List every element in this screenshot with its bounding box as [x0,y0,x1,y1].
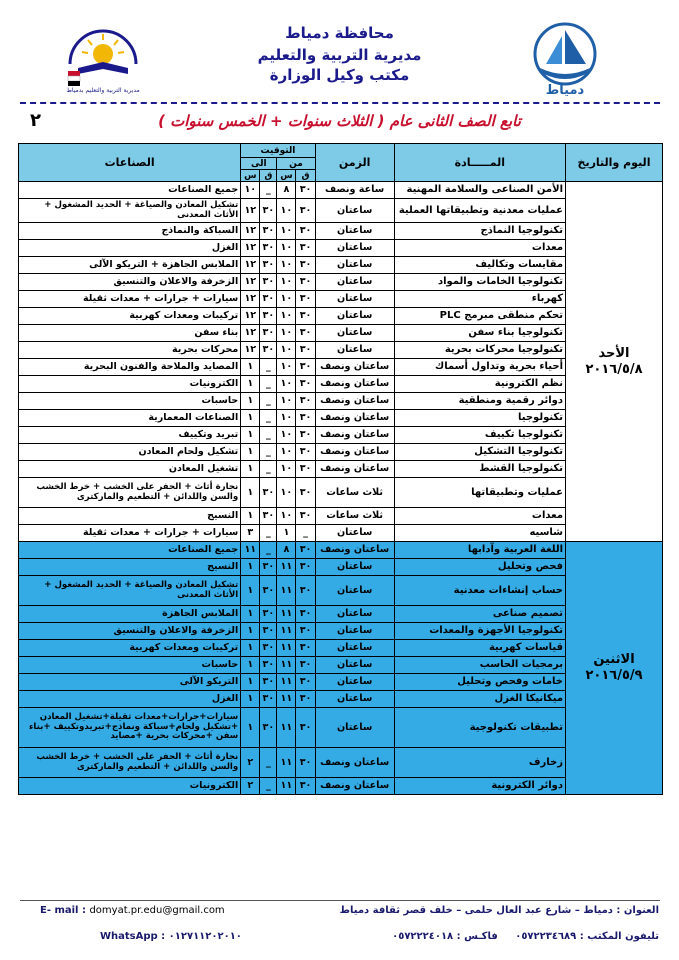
from-hour-cell: ٨ [277,542,296,559]
from-minute-cell: ٣٠ [296,576,315,606]
col-from-hour: س [277,170,296,182]
schedule-row [19,182,663,199]
duration-cell: ساعتان [315,223,394,240]
subject-cell: تحكم منطقى مبرمج PLC [394,308,565,325]
from-minute-cell: ٣٠ [296,708,315,748]
from-minute-cell: ٣٠ [296,606,315,623]
to-minute-cell: ٣٠ [260,325,277,342]
from-hour-cell: ١١ [277,778,296,795]
from-hour-cell: ١٠ [277,393,296,410]
duration-cell: ساعتان [315,559,394,576]
subject-cell: عمليات معدنية وتطبيقاتها العملية [394,199,565,223]
industries-cell: تبريد وتكييف [19,427,241,444]
col-to-hour: س [241,170,260,182]
to-hour-cell: ١ [241,623,260,640]
to-minute-cell: ٣٠ [260,274,277,291]
from-hour-cell: ١٠ [277,461,296,478]
industries-cell: الزخرفة والاعلان والتنسيق [19,623,241,640]
from-hour-cell: ١١ [277,691,296,708]
subject-cell: قياسات كهربية [394,640,565,657]
industries-cell: تشكيل المعادن والصياغة + الحديد المشغول + الأثاث المعدنى [19,576,241,606]
to-hour-cell: ٢ [241,778,260,795]
to-hour-cell: ١٢ [241,342,260,359]
subject-cell: حساب إنشاءات معدنية [394,576,565,606]
from-minute-cell: ٣٠ [296,359,315,376]
from-minute-cell: ٣٠ [296,559,315,576]
from-minute-cell: ٣٠ [296,444,315,461]
industries-cell: تركيبات ومعدات كهربية [19,640,241,657]
to-minute-cell: ٣٠ [260,708,277,748]
from-hour-cell: ١ [277,525,296,542]
industries-cell: التريكو الآلى [19,674,241,691]
from-hour-cell: ١٠ [277,308,296,325]
to-hour-cell: ١٢ [241,274,260,291]
to-minute-cell: _ [260,359,277,376]
to-hour-cell: ١٢ [241,308,260,325]
industries-cell: الغزل [19,240,241,257]
whatsapp-label: WhatsApp : [100,931,166,942]
industries-cell: سيارات + جرارات + معدات ثقيلة [19,525,241,542]
industries-cell: حاسبات [19,393,241,410]
schedule-subtitle: تابع الصف الثانى عام ( الثلاث سنوات + الخمس سنوات ) [158,112,521,130]
day-cell [566,542,663,795]
to-hour-cell: ١ [241,708,260,748]
svg-text:دمياط: دمياط [545,83,585,96]
duration-cell: ساعتان [315,240,394,257]
footer-phones [392,931,659,942]
industries-cell: الكترونيات [19,778,241,795]
footer-divider [20,900,660,901]
industries-cell: تركيبات ومعدات كهربية [19,308,241,325]
subject-cell: تكنولوجيا بناء سفن [394,325,565,342]
to-hour-cell: ١ [241,508,260,525]
duration-cell: ساعتان [315,623,394,640]
monday-rows [19,542,663,795]
duration-cell: ساعتان [315,674,394,691]
to-hour-cell: ١ [241,640,260,657]
from-minute-cell: ٣٠ [296,274,315,291]
duration-cell: ساعتان [315,291,394,308]
to-minute-cell: ٣٠ [260,257,277,274]
duration-cell: ساعتان [315,525,394,542]
day-name: الاثنين [593,652,635,667]
duration-cell: ساعتان ونصف [315,461,394,478]
from-minute-cell: ٣٠ [296,674,315,691]
duration-cell: ساعتان ونصف [315,444,394,461]
to-hour-cell: ١٢ [241,325,260,342]
duration-cell: ساعتان ونصف [315,778,394,795]
from-hour-cell: ١٠ [277,478,296,508]
duration-cell: ساعتان ونصف [315,376,394,393]
from-hour-cell: ١١ [277,576,296,606]
sunday-rows [19,182,663,542]
schedule-row [19,542,663,559]
subject-cell: تصميم صناعى [394,606,565,623]
industries-cell: الزخرفة والاعلان والتنسيق [19,274,241,291]
to-minute-cell: _ [260,182,277,199]
duration-cell: ساعتان [315,606,394,623]
industries-cell: الملابس الجاهزة + التريكو الآلى [19,257,241,274]
from-hour-cell: ١٠ [277,376,296,393]
from-hour-cell: ١٠ [277,257,296,274]
industries-cell: السباكة والنماذج [19,223,241,240]
header-divider [20,102,660,104]
from-minute-cell: ٣٠ [296,199,315,223]
from-minute-cell: ٣٠ [296,542,315,559]
industries-cell: محركات بحرية [19,342,241,359]
footer-address: العنوان : دمياط – شارع عبد العال حلمى – خلف قصر ثقافة دمياط [339,905,659,916]
duration-cell: ساعتان [315,691,394,708]
from-minute-cell: ٣٠ [296,393,315,410]
industries-cell: النسيج [19,508,241,525]
day-name: الأحد [598,345,630,361]
duration-cell: ساعتان ونصف [315,427,394,444]
svg-text:مديرية التربية والتعليم بدمياط: مديرية التربية والتعليم بدمياط [66,87,140,94]
subject-cell: دوائر رقمية ومنطقية [394,393,565,410]
to-minute-cell: ٣٠ [260,657,277,674]
industries-cell: جميع الصناعات [19,542,241,559]
subject-cell: معدات [394,508,565,525]
duration-cell: ساعة ونصف [315,182,394,199]
col-to-minute: ق [260,170,277,182]
industries-cell: تشكيل ولحام المعادن [19,444,241,461]
from-hour-cell: ١٠ [277,240,296,257]
to-minute-cell: _ [260,525,277,542]
to-minute-cell: ٣٠ [260,606,277,623]
to-minute-cell: _ [260,393,277,410]
from-minute-cell: ٣٠ [296,640,315,657]
to-minute-cell: _ [260,748,277,778]
to-minute-cell: ٣٠ [260,559,277,576]
education-directorate-logo [60,24,146,94]
to-hour-cell: ١ [241,691,260,708]
to-hour-cell: ١٢ [241,257,260,274]
industries-cell: بناء سفن [19,325,241,342]
subject-cell: زخارف [394,748,565,778]
col-day-date: اليوم والتاريخ [566,144,663,182]
duration-cell: ساعتان [315,325,394,342]
from-hour-cell: ١٠ [277,199,296,223]
industries-cell: تشغيل المعادن [19,461,241,478]
from-hour-cell: ١٠ [277,291,296,308]
subject-cell: أحياء بحرية وتداول أسماك [394,359,565,376]
subject-cell: معدات [394,240,565,257]
to-minute-cell: ٣٠ [260,691,277,708]
from-minute-cell: ٣٠ [296,748,315,778]
to-minute-cell: _ [260,376,277,393]
email-address[interactable]: domyat.pr.edu@gmail.com [89,905,225,916]
duration-cell: ساعتان [315,708,394,748]
from-hour-cell: ١١ [277,708,296,748]
industries-cell: نجارة أثاث + الحفر على الخشب + خرط الخشب والسن واللدائن + التطعيم والماركترى [19,748,241,778]
whatsapp-number: ٠١٢٧١١٢٠٢٠١٠ [168,931,242,942]
subject-cell: خامات وفحص وتحليل [394,674,565,691]
from-minute-cell: ٣٠ [296,182,315,199]
duration-cell: ساعتان [315,342,394,359]
day-date: ٢٠١٦/٥/٨ [585,361,643,377]
industries-cell: تشكيل المعادن والصياغة + الحديد المشغول + الأثاث المعدنى [19,199,241,223]
from-minute-cell: ٣٠ [296,508,315,525]
industries-cell: سيارات+جرارات+معدات ثقيلة+تشغيل المعادن +تشكيل ولحام+سباكة ونماذج+تبريدوتكييف +بناء سفن +محركات بحرية +مصايد [19,708,241,748]
subject-cell: شاسيه [394,525,565,542]
to-hour-cell: ١ [241,427,260,444]
to-hour-cell: ١ [241,606,260,623]
footer-whatsapp [100,931,242,942]
subject-cell: تكنولوجيا النماذج [394,223,565,240]
col-to: الى [241,158,277,170]
to-hour-cell: ١ [241,674,260,691]
subject-cell: تكنولوجيا تكييف [394,427,565,444]
to-hour-cell: ١ [241,410,260,427]
to-hour-cell: ٢ [241,748,260,778]
to-hour-cell: ١ [241,444,260,461]
to-minute-cell: ٣٠ [260,199,277,223]
subject-cell: ميكانيكا الغزل [394,691,565,708]
duration-cell: ثلاث ساعات [315,478,394,508]
to-minute-cell: _ [260,410,277,427]
to-hour-cell: ١ [241,393,260,410]
from-minute-cell: ٣٠ [296,240,315,257]
from-hour-cell: ٨ [277,182,296,199]
from-hour-cell: ١١ [277,623,296,640]
to-minute-cell: _ [260,461,277,478]
to-hour-cell: ١ [241,376,260,393]
from-hour-cell: ١٠ [277,444,296,461]
day-cell [566,182,663,542]
subject-cell: تكنولوجيا القشط [394,461,565,478]
from-minute-cell: ٣٠ [296,691,315,708]
from-hour-cell: ١٠ [277,325,296,342]
from-hour-cell: ١١ [277,657,296,674]
industries-cell: حاسبات [19,657,241,674]
col-duration: الزمن [315,144,394,182]
to-minute-cell: ٣٠ [260,342,277,359]
industries-cell: الكترونيات [19,376,241,393]
to-minute-cell: ٣٠ [260,674,277,691]
duration-cell: ساعتان [315,257,394,274]
duration-cell: ساعتان [315,274,394,291]
industries-cell: النسيج [19,559,241,576]
industries-cell: جميع الصناعات [19,182,241,199]
subject-cell: مقايسات وتكاليف [394,257,565,274]
to-hour-cell: ١٢ [241,223,260,240]
duration-cell: ساعتان [315,576,394,606]
from-minute-cell: ٣٠ [296,623,315,640]
col-from: من [277,158,315,170]
to-hour-cell: ١١ [241,542,260,559]
from-hour-cell: ١٠ [277,223,296,240]
duration-cell: ساعتان ونصف [315,748,394,778]
from-minute-cell: ٣٠ [296,461,315,478]
to-minute-cell: ٣٠ [260,576,277,606]
from-hour-cell: ١٠ [277,410,296,427]
page-number: ٢ [30,110,41,131]
from-hour-cell: ١١ [277,559,296,576]
from-hour-cell: ١٠ [277,274,296,291]
subject-cell: عمليات وتطبيقاتها [394,478,565,508]
from-minute-cell: ٣٠ [296,308,315,325]
to-minute-cell: ٣٠ [260,240,277,257]
to-hour-cell: ١٢ [241,199,260,223]
duration-cell: ساعتان [315,640,394,657]
from-minute-cell: ٣٠ [296,342,315,359]
from-minute-cell: ٣٠ [296,657,315,674]
to-hour-cell: ١٢ [241,240,260,257]
to-minute-cell: _ [260,427,277,444]
duration-cell: ساعتان [315,657,394,674]
to-hour-cell: ١ [241,559,260,576]
subject-cell: تكنولوجيا التشكيل [394,444,565,461]
subject-cell: برمجيات الحاسب [394,657,565,674]
duration-cell: ساعتان ونصف [315,542,394,559]
subject-cell: اللغة العربية وآدابها [394,542,565,559]
from-minute-cell: ٣٠ [296,325,315,342]
fax-number: فاكـس : ٠٥٧٢٢٢٤٠١٨ [392,931,498,942]
from-hour-cell: ١٠ [277,359,296,376]
from-minute-cell: ٣٠ [296,778,315,795]
directorate-title: مديرية التربية والتعليم [257,46,422,64]
to-minute-cell: ٣٠ [260,291,277,308]
industries-cell: المصايد والملاحة والفنون البحرية [19,359,241,376]
subject-cell: تطبيقات تكنولوجية [394,708,565,748]
to-minute-cell: ٣٠ [260,623,277,640]
industries-cell: الغزل [19,691,241,708]
subject-cell: تكنولوجيا محركات بحرية [394,342,565,359]
to-minute-cell: ٣٠ [260,478,277,508]
subject-cell: تكنولوجيا الأجهزة والمعدات [394,623,565,640]
footer-email [40,905,225,916]
duration-cell: ثلاث ساعات [315,508,394,525]
from-minute-cell: ٣٠ [296,257,315,274]
to-minute-cell: ٣٠ [260,223,277,240]
industries-cell: الملابس الجاهزة [19,606,241,623]
office-phone: تليفون المكتب : ٠٥٧٢٢٣٤٦٨٩ [515,931,659,942]
duration-cell: ساعتان ونصف [315,393,394,410]
duration-cell: ساعتان ونصف [315,410,394,427]
governorate-title: محافظة دمياط [285,24,394,42]
duration-cell: ساعتان [315,199,394,223]
industries-cell: نجارة أثاث + الحفر على الخشب + خرط الخشب والسن واللدائن + التطعيم والماركترى [19,478,241,508]
exam-schedule-table [18,143,663,795]
subject-cell: تكنولوجيا الخامات والمواد [394,274,565,291]
from-minute-cell: ٣٠ [296,478,315,508]
to-hour-cell: ١ [241,461,260,478]
to-hour-cell: ١ [241,576,260,606]
industries-cell: سيارات + جرارات + معدات ثقيلة [19,291,241,308]
to-minute-cell: _ [260,444,277,461]
col-timing: التوقيت [241,144,315,158]
to-hour-cell: ١ [241,657,260,674]
office-title: مكتب وكيل الوزارة [269,66,410,84]
to-hour-cell: ٣ [241,525,260,542]
subject-cell: كهرباء [394,291,565,308]
page-header [0,0,679,131]
from-hour-cell: ١١ [277,674,296,691]
to-minute-cell: ٣٠ [260,308,277,325]
damietta-logo [520,18,610,96]
to-hour-cell: ١ [241,478,260,508]
to-minute-cell: ٣٠ [260,508,277,525]
duration-cell: ساعتان [315,308,394,325]
subject-cell: تكنولوجيا [394,410,565,427]
from-minute-cell: ٣٠ [296,223,315,240]
to-minute-cell: ٣٠ [260,640,277,657]
from-hour-cell: ١٠ [277,342,296,359]
to-hour-cell: ١٠ [241,182,260,199]
day-date: ٢٠١٦/٥/٩ [585,668,643,683]
duration-cell: ساعتان ونصف [315,359,394,376]
from-minute-cell: ٣٠ [296,376,315,393]
to-hour-cell: ١٢ [241,291,260,308]
to-minute-cell: _ [260,778,277,795]
from-minute-cell: ٣٠ [296,291,315,308]
from-minute-cell: _ [296,525,315,542]
from-hour-cell: ١٠ [277,508,296,525]
col-from-minute: ق [296,170,315,182]
from-hour-cell: ١١ [277,748,296,778]
to-hour-cell: ١ [241,359,260,376]
subject-cell: دوائر الكترونية [394,778,565,795]
col-industries: الصناعات [19,144,241,182]
subject-cell: الأمن الصناعى والسلامة المهنية [394,182,565,199]
from-minute-cell: ٣٠ [296,427,315,444]
subject-cell: نظم الكترونية [394,376,565,393]
from-hour-cell: ١٠ [277,427,296,444]
email-label: E- mail : [40,905,86,916]
subject-cell: فحص وتحليل [394,559,565,576]
from-hour-cell: ١١ [277,640,296,657]
from-hour-cell: ١١ [277,606,296,623]
from-minute-cell: ٣٠ [296,410,315,427]
to-minute-cell: _ [260,542,277,559]
industries-cell: الصناعات المعمارية [19,410,241,427]
col-subject: المـــــادة [394,144,565,182]
